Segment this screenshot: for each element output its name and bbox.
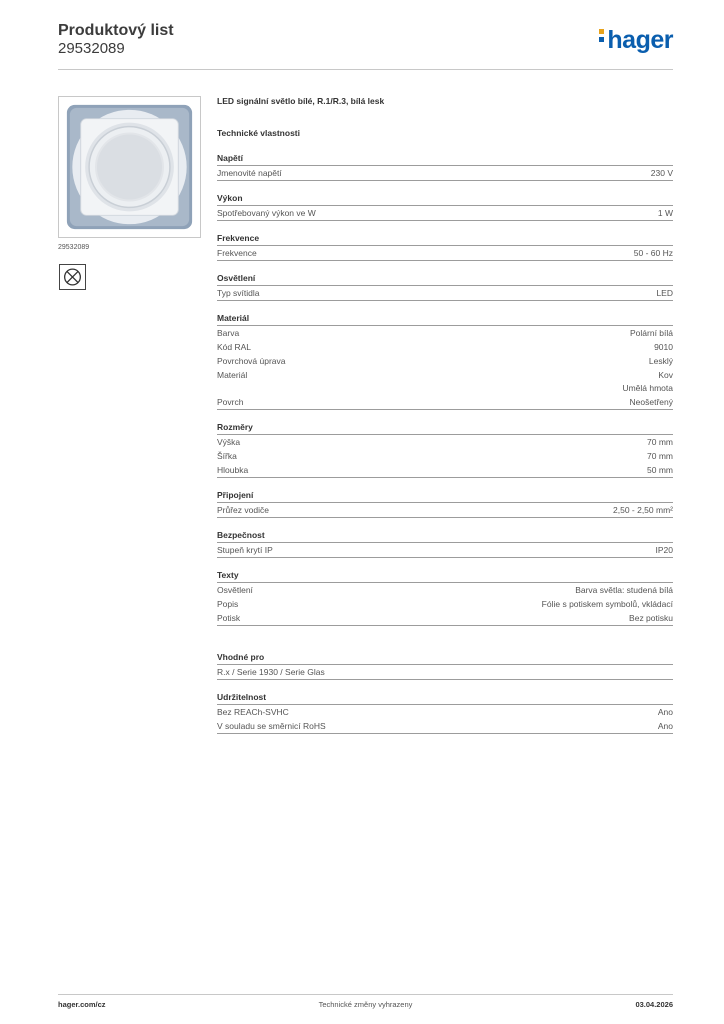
spec-label: Povrch <box>217 397 244 407</box>
spec-row <box>217 435 673 449</box>
spec-row <box>217 286 673 300</box>
spec-value: Kov Umělá hmota <box>622 370 673 393</box>
group-title: Frekvence <box>217 233 673 246</box>
spec-row <box>217 326 673 340</box>
spec-row <box>217 597 673 611</box>
group-title: Osvětlení <box>217 273 673 286</box>
spec-value: LED <box>656 288 673 298</box>
spec-label: V souladu se směrnicí RoHS <box>217 721 326 731</box>
spec-label: Jmenovité napětí <box>217 168 282 178</box>
led-signal-light-image <box>59 97 200 237</box>
group-connection <box>217 490 673 518</box>
group-title: Materiál <box>217 313 673 326</box>
spec-label: Popis <box>217 599 239 609</box>
spec-row <box>217 543 673 557</box>
group-title: Vhodné pro <box>217 652 673 665</box>
spec-label: Frekvence <box>217 248 257 258</box>
spec-value: Ano <box>657 707 673 717</box>
spec-value: Barva světla: studená bílá <box>575 585 673 595</box>
spec-label: Potisk <box>217 613 241 623</box>
spec-label: Šířka <box>217 451 237 461</box>
product-number: 29532089 <box>58 40 125 57</box>
group-safety <box>217 530 673 558</box>
product-image <box>58 96 201 238</box>
spec-label: Výška <box>217 437 241 447</box>
section-title: Technické vlastnosti <box>217 128 300 138</box>
spec-row <box>217 449 673 463</box>
spec-value: Ano <box>657 721 673 731</box>
product-details <box>217 96 673 746</box>
spec-value: 70 mm <box>647 451 673 461</box>
spec-value: Fólie s potiskem symbolů, vkládací <box>541 599 673 609</box>
spec-label: Stupeň krytí IP <box>217 545 273 555</box>
spec-row <box>217 719 673 733</box>
footer-notice: Technické změny vyhrazeny <box>318 1000 413 1009</box>
spec-row <box>217 340 673 354</box>
footer-date: 03.04.2026 <box>635 1000 673 1009</box>
footer-website-link[interactable]: hager.com/cz <box>58 1000 106 1009</box>
spec-value: 1 W <box>657 208 673 218</box>
group-material <box>217 313 673 410</box>
spec-row <box>217 354 673 368</box>
spec-value: 70 mm <box>647 437 673 447</box>
spec-row <box>217 463 673 477</box>
group-title: Výkon <box>217 193 673 206</box>
group-lighting <box>217 273 673 301</box>
spec-value: IP20 <box>655 545 673 555</box>
hager-logo <box>599 26 673 55</box>
spec-label: Bez REACh-SVHC <box>217 707 289 717</box>
page-header <box>58 20 673 70</box>
group-title: Udržitelnost <box>217 692 673 705</box>
group-frequency <box>217 233 673 261</box>
page-footer <box>58 994 673 1014</box>
spec-value: Neošetřený <box>629 397 673 407</box>
spec-label: Spotřebovaný výkon ve W <box>217 208 316 218</box>
page-title: Produktový list <box>58 22 174 39</box>
spec-row <box>217 368 673 395</box>
spec-row <box>217 395 673 409</box>
product-name: LED signální světlo bílé, R.1/R.3, bílá lesk <box>217 96 385 106</box>
image-caption: 29532089 <box>58 244 90 251</box>
spec-value: 9010 <box>654 342 673 352</box>
spec-row <box>217 166 673 180</box>
group-title: Připojení <box>217 490 673 503</box>
spec-value: Lesklý <box>648 356 673 366</box>
group-title: Bezpečnost <box>217 530 673 543</box>
spec-value: Bez potisku <box>629 613 673 623</box>
spec-row <box>217 246 673 260</box>
spec-label: Barva <box>217 328 240 338</box>
spec-row <box>217 206 673 220</box>
spec-label: Typ svítidla <box>217 288 260 298</box>
spec-value: 2,50 - 2,50 mm² <box>613 505 673 515</box>
spec-value: 50 mm <box>647 465 673 475</box>
group-title: Rozměry <box>217 422 673 435</box>
group-sustainability <box>217 692 673 734</box>
spec-value: 50 - 60 Hz <box>633 248 673 258</box>
spec-label: Hloubka <box>217 465 249 475</box>
group-voltage <box>217 153 673 181</box>
lamp-symbol-icon <box>59 264 86 290</box>
spec-row <box>217 503 673 517</box>
spec-row <box>217 665 673 679</box>
group-dimensions <box>217 422 673 478</box>
logo-dots-icon <box>599 29 605 45</box>
spec-label: R.x / Serie 1930 / Serie Glas <box>217 667 325 677</box>
logo-text: hager <box>607 26 673 54</box>
spec-value: Polární bílá <box>630 328 673 338</box>
spec-row <box>217 583 673 597</box>
group-suitable-for <box>217 652 673 680</box>
spec-label: Průřez vodiče <box>217 505 269 515</box>
group-texts <box>217 570 673 626</box>
spec-label: Osvětlení <box>217 585 253 595</box>
group-power <box>217 193 673 221</box>
group-title: Napětí <box>217 153 673 166</box>
spec-row <box>217 611 673 625</box>
spec-label: Povrchová úprava <box>217 356 286 366</box>
spec-value: 230 V <box>650 168 673 178</box>
spec-label: Kód RAL <box>217 342 252 352</box>
spec-row <box>217 705 673 719</box>
spec-label: Materiál <box>217 370 248 380</box>
group-title: Texty <box>217 570 673 583</box>
